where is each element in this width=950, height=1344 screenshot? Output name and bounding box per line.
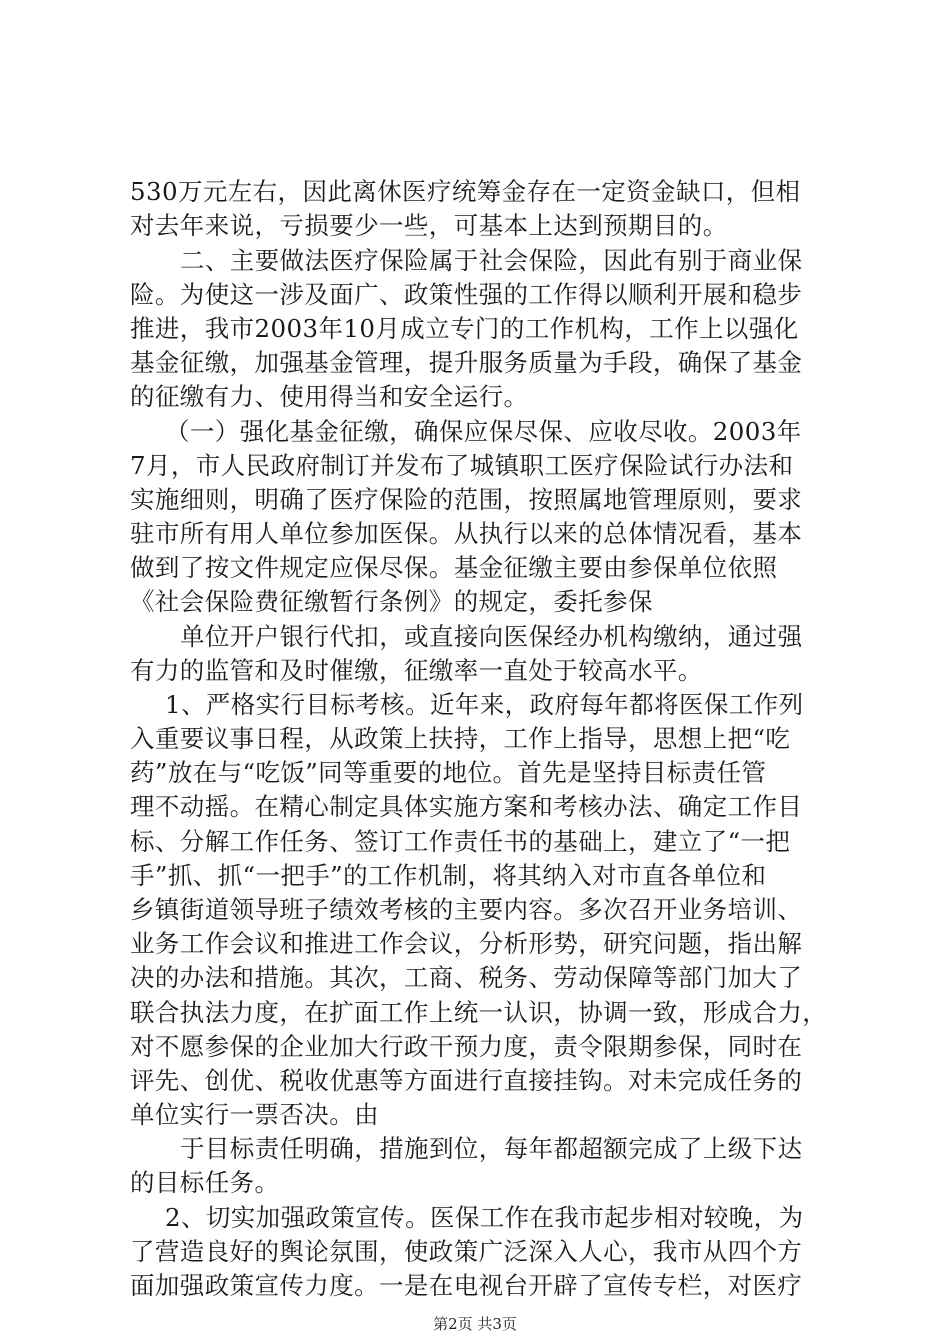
body-line: 实施细则，明确了医疗保险的范围，按照属地管理原则，要求 — [130, 485, 803, 514]
body-line: 险。为使这一涉及面广、政策性强的工作得以顺利开展和稳步 — [130, 280, 803, 309]
body-line: 业务工作会议和推进工作会议，分析形势，研究问题，指出解 — [130, 929, 803, 958]
body-line: 2、切实加强政策宣传。医保工作在我市起步相对较晚，为 — [165, 1203, 804, 1232]
body-line: 7月，市人民政府制订并发布了城镇职工医疗保险试行办法和 — [130, 451, 794, 480]
body-line: 对去年来说，亏损要少一些，可基本上达到预期目的。 — [130, 211, 728, 240]
body-line: 乡镇街道领导班子绩效考核的主要内容。多次召开业务培训、 — [130, 895, 803, 924]
body-line: 《社会保险费征缴暂行条例》的规定，委托参保 — [130, 587, 653, 616]
body-line: 理不动摇。在精心制定具体实施方案和考核办法、确定工作目 — [130, 792, 803, 821]
body-line: 于目标责任明确，措施到位，每年都超额完成了上级下达 — [180, 1134, 803, 1163]
page-footer: 第2页 共3页 — [433, 1315, 517, 1333]
body-line: 基金征缴，加强基金管理，提升服务质量为手段，确保了基金 — [130, 348, 803, 377]
body-line: 单位开户银行代扣，或直接向医保经办机构缴纳，通过强 — [180, 622, 803, 651]
body-line: 有力的监管和及时催缴，征缴率一直处于较高水平。 — [130, 656, 703, 685]
body-line: 1、严格实行目标考核。近年来，政府每年都将医保工作列 — [165, 690, 804, 719]
body-line: 药”放在与“吃饭”同等重要的地位。首先是坚持目标责任管 — [130, 758, 767, 787]
body-line: 标、分解工作任务、签订工作责任书的基础上，建立了“一把 — [130, 827, 791, 856]
body-line: 的征缴有力、使用得当和安全运行。 — [130, 382, 529, 411]
body-line: 对不愿参保的企业加大行政干预力度，责令限期参保，同时在 — [130, 1032, 803, 1061]
body-line: 驻市所有用人单位参加医保。从执行以来的总体情况看，基本 — [130, 519, 803, 548]
body-line: 530万元左右，因此离休医疗统筹金存在一定资金缺口，但相 — [130, 177, 801, 206]
body-line: 联合执法力度，在扩面工作上统一认识，协调一致，形成合力， — [130, 998, 828, 1027]
body-line: 二、主要做法医疗保险属于社会保险，因此有别于商业保 — [180, 246, 803, 275]
body-line: 入重要议事日程，从政策上扶持，工作上指导，思想上把“吃 — [130, 724, 791, 753]
body-line: 了营造良好的舆论氛围，使政策广泛深入人心，我市从四个方 — [130, 1237, 803, 1266]
body-line: （一）强化基金征缴，确保应保尽保、应收尽收。2003年 — [165, 417, 802, 446]
body-line: 手”抓、抓“一把手”的工作机制，将其纳入对市直各单位和 — [130, 861, 767, 890]
body-line: 推进，我市2003年10月成立专门的工作机构，工作上以强化 — [130, 314, 799, 343]
body-line: 评先、创优、税收优惠等方面进行直接挂钩。对未完成任务的 — [130, 1066, 803, 1095]
body-line: 面加强政策宣传力度。一是在电视台开辟了宣传专栏，对医疗 — [130, 1271, 803, 1300]
body-line: 单位实行一票否决。由 — [130, 1100, 379, 1129]
body-line: 决的办法和措施。其次，工商、税务、劳动保障等部门加大了 — [130, 963, 803, 992]
body-line: 做到了按文件规定应保尽保。基金征缴主要由参保单位依照 — [130, 553, 778, 582]
body-line: 的目标任务。 — [130, 1168, 280, 1197]
